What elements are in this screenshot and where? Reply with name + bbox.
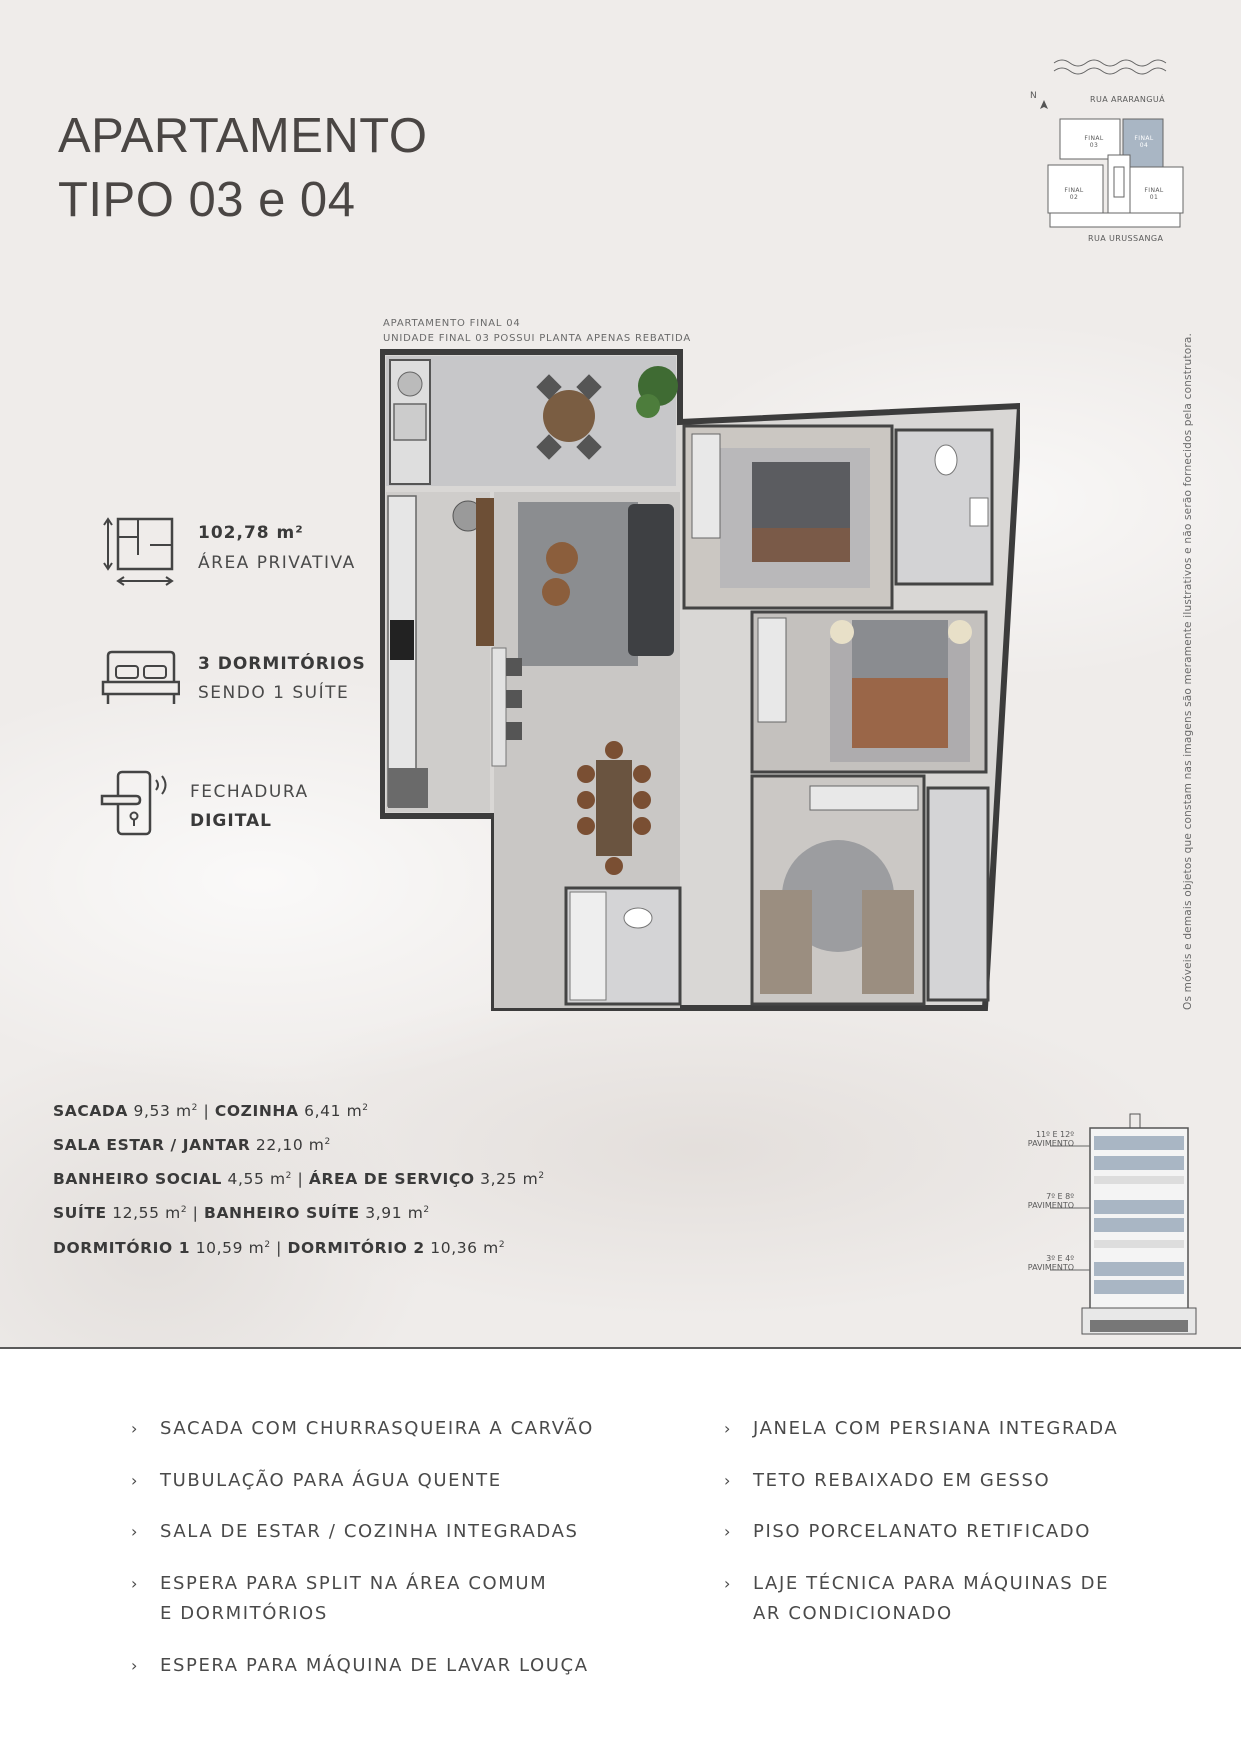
- floor-group-1: 11º E 12º: [1035, 1130, 1074, 1139]
- digital-lock-icon: [100, 770, 175, 840]
- living-rug: [518, 502, 638, 666]
- floor-group-3: 3º E 4º: [1046, 1254, 1074, 1263]
- unit-sup: 2: [285, 1171, 292, 1182]
- cozinha-value: 6,41 m: [304, 1102, 363, 1121]
- feature-text: SALA DE ESTAR / COZINHA INTEGRADAS: [160, 1521, 579, 1542]
- page-title: [58, 104, 427, 232]
- grill-icon: [394, 404, 426, 440]
- unit-sup: 2: [538, 1171, 545, 1182]
- street-bottom: RUA URUSSANGA: [1088, 234, 1164, 243]
- banheiro-suite-label: BANHEIRO SUÍTE: [204, 1204, 360, 1223]
- north-arrow-icon: [1040, 100, 1048, 109]
- feature-right-2: [724, 1466, 1051, 1496]
- kitchen-island: [492, 648, 506, 766]
- feature-left-4: [131, 1569, 548, 1629]
- cozinha-label: COZINHA: [214, 1102, 299, 1121]
- chevron-right-icon: ›: [724, 1574, 732, 1593]
- north-label: N: [1030, 91, 1038, 101]
- chevron-right-icon: ›: [131, 1522, 139, 1541]
- unit-sup: 2: [180, 1205, 188, 1216]
- site-map: [1030, 55, 1200, 255]
- rooms-value: 3 DORMITÓRIOS: [198, 654, 366, 674]
- bed-icon: [100, 648, 180, 708]
- feature-text: TETO REBAIXADO EM GESSO: [753, 1470, 1051, 1491]
- dorm2-value: 10,36 m: [430, 1238, 499, 1257]
- street-top: RUA ARARANGUÁ: [1090, 95, 1166, 104]
- feature-left-3: [131, 1517, 579, 1547]
- floor-label-11-12: [1010, 1130, 1074, 1148]
- unit-sup: 2: [362, 1103, 369, 1113]
- areas-row-2: [53, 1127, 545, 1161]
- chevron-right-icon: ›: [131, 1656, 139, 1675]
- final-03-label: FINAL 03: [1084, 135, 1104, 149]
- sofa: [628, 504, 674, 656]
- feature-text: JANELA COM PERSIANA INTEGRADA: [753, 1418, 1119, 1439]
- feature-right-1: [724, 1414, 1119, 1444]
- chevron-right-icon: ›: [131, 1471, 139, 1490]
- chevron-right-icon: ›: [131, 1419, 139, 1438]
- area-value: 102,78 m²: [198, 523, 304, 543]
- site-map-drawing: [1030, 55, 1200, 255]
- dorm2-bed-right: [862, 890, 914, 994]
- floor-word: PAVIMENTO: [1027, 1139, 1074, 1148]
- unit-sup: 2: [191, 1103, 198, 1113]
- plan-note-line-1: APARTAMENTO FINAL 04: [383, 318, 521, 329]
- floor-area-icon: [100, 515, 180, 590]
- unit-sup: 2: [324, 1137, 331, 1148]
- final-04-label: FINAL 04: [1134, 135, 1154, 149]
- feature-left-1: [131, 1414, 594, 1444]
- final-02-label: FINAL 02: [1064, 187, 1084, 201]
- features-section: [0, 1349, 1241, 1754]
- building-elevation: [1010, 1110, 1210, 1345]
- suite-closet: [692, 434, 720, 538]
- dorm1-value: 10,59 m: [195, 1238, 265, 1257]
- feature-text: ESPERA PARA SPLIT NA ÁREA COMUM: [160, 1573, 548, 1594]
- servico-value: 3,25 m: [480, 1170, 539, 1189]
- areas-row-3: BANHEIRO SOCIAL 4,55 $m^2$ | ÁREA DE SERVIÇO 3,25 $m^2$: [53, 1170, 545, 1189]
- banheiro-social-value: 4,55 m: [227, 1170, 286, 1189]
- sala-value: 22,10 m: [255, 1136, 325, 1155]
- disclaimer: Os móveis e demais objetos que constam nas imagens são meramente ilustrativos e não serão fornecidos pela construtora.: [1182, 332, 1194, 1010]
- unit-sup: 2: [264, 1239, 271, 1250]
- floor-group-2: 7º E 8º: [1046, 1192, 1074, 1201]
- sink-icon: [398, 372, 422, 396]
- dorm1-label: DORMITÓRIO 1: [53, 1238, 191, 1257]
- feature-text: AR CONDICIONADO: [753, 1603, 953, 1624]
- sala-label: SALA ESTAR / JANTAR: [53, 1136, 251, 1155]
- plan-note-line-2: UNIDADE FINAL 03 POSSUI PLANTA APENAS REBATIDA: [383, 333, 691, 344]
- feature-right-3: [724, 1517, 1092, 1547]
- feature-text: LAJE TÉCNICA PARA MÁQUINAS DE: [753, 1573, 1110, 1594]
- title-line-1: APARTAMENTO: [58, 109, 428, 163]
- dorm2-label: DORMITÓRIO 2: [287, 1238, 425, 1257]
- chevron-right-icon: ›: [131, 1574, 139, 1593]
- rooms-label: SENDO 1 SUÍTE: [198, 683, 350, 703]
- banheiro-social-label: BANHEIRO SOCIAL: [53, 1170, 222, 1189]
- feature-left-5: [131, 1651, 589, 1681]
- title-line-2: TIPO 03 e 04: [58, 173, 356, 227]
- final-01-label: FINAL 01: [1144, 187, 1164, 201]
- lock-label: FECHADURA: [190, 782, 309, 802]
- feature-text: SACADA COM CHURRASQUEIRA A CARVÃO: [160, 1418, 594, 1439]
- chevron-right-icon: ›: [724, 1522, 732, 1541]
- floor-plan: [380, 348, 1020, 1014]
- banheiro-suite-value: 3,91 m: [365, 1204, 424, 1223]
- areas-list: [53, 1093, 545, 1264]
- dorm2-bed-left: [760, 890, 812, 994]
- floor-label-3-4: [1010, 1254, 1074, 1272]
- shower-area: [570, 892, 606, 1000]
- feature-left-2: [131, 1466, 502, 1496]
- suite-label: SUÍTE: [53, 1204, 107, 1223]
- unit-sup: 2: [498, 1239, 506, 1250]
- cooktop-icon: [390, 620, 414, 660]
- areas-row-4: SUÍTE 12,55 $m^2$ | BANHEIRO SUÍTE 3,91 $m^2$: [53, 1204, 430, 1223]
- sacada-value: 9,53 m: [133, 1102, 192, 1121]
- tv-panel: [476, 498, 494, 646]
- feature-text: E DORMITÓRIOS: [160, 1603, 328, 1624]
- suite-value: 12,55 m: [112, 1204, 181, 1223]
- floor-word: PAVIMENTO: [1027, 1263, 1074, 1272]
- chevron-right-icon: ›: [724, 1419, 732, 1438]
- floor-word: PAVIMENTO: [1027, 1201, 1074, 1210]
- toilet-icon: [624, 908, 652, 928]
- lamp-icon: [830, 620, 854, 644]
- servico-label: ÁREA DE SERVIÇO: [308, 1170, 475, 1189]
- unit-sup: 2: [423, 1205, 430, 1216]
- floor-label-7-8: [1010, 1192, 1074, 1210]
- coffee-table: [546, 542, 578, 574]
- dining-table: [596, 760, 632, 856]
- feature-text: PISO PORCELANATO RETIFICADO: [753, 1521, 1092, 1542]
- feature-text: ESPERA PARA MÁQUINA DE LAVAR LOUÇA: [160, 1655, 589, 1676]
- chevron-right-icon: ›: [724, 1471, 732, 1490]
- feature-right-4: [724, 1569, 1110, 1629]
- areas-row-1: SACADA 9,53 $m^2$ | COZINHA 6,41 $m^2$: [53, 1102, 369, 1121]
- plan-note: [383, 316, 691, 346]
- sacada-label: SACADA: [53, 1102, 128, 1121]
- feature-text: TUBULAÇÃO PARA ÁGUA QUENTE: [160, 1470, 502, 1491]
- lock-value: DIGITAL: [190, 811, 272, 831]
- area-label: ÁREA PRIVATIVA: [198, 553, 356, 573]
- areas-row-5: DORMITÓRIO 1 10,59 $m^2$ | DORMITÓRIO 2 10,36 $m^2$: [53, 1238, 506, 1257]
